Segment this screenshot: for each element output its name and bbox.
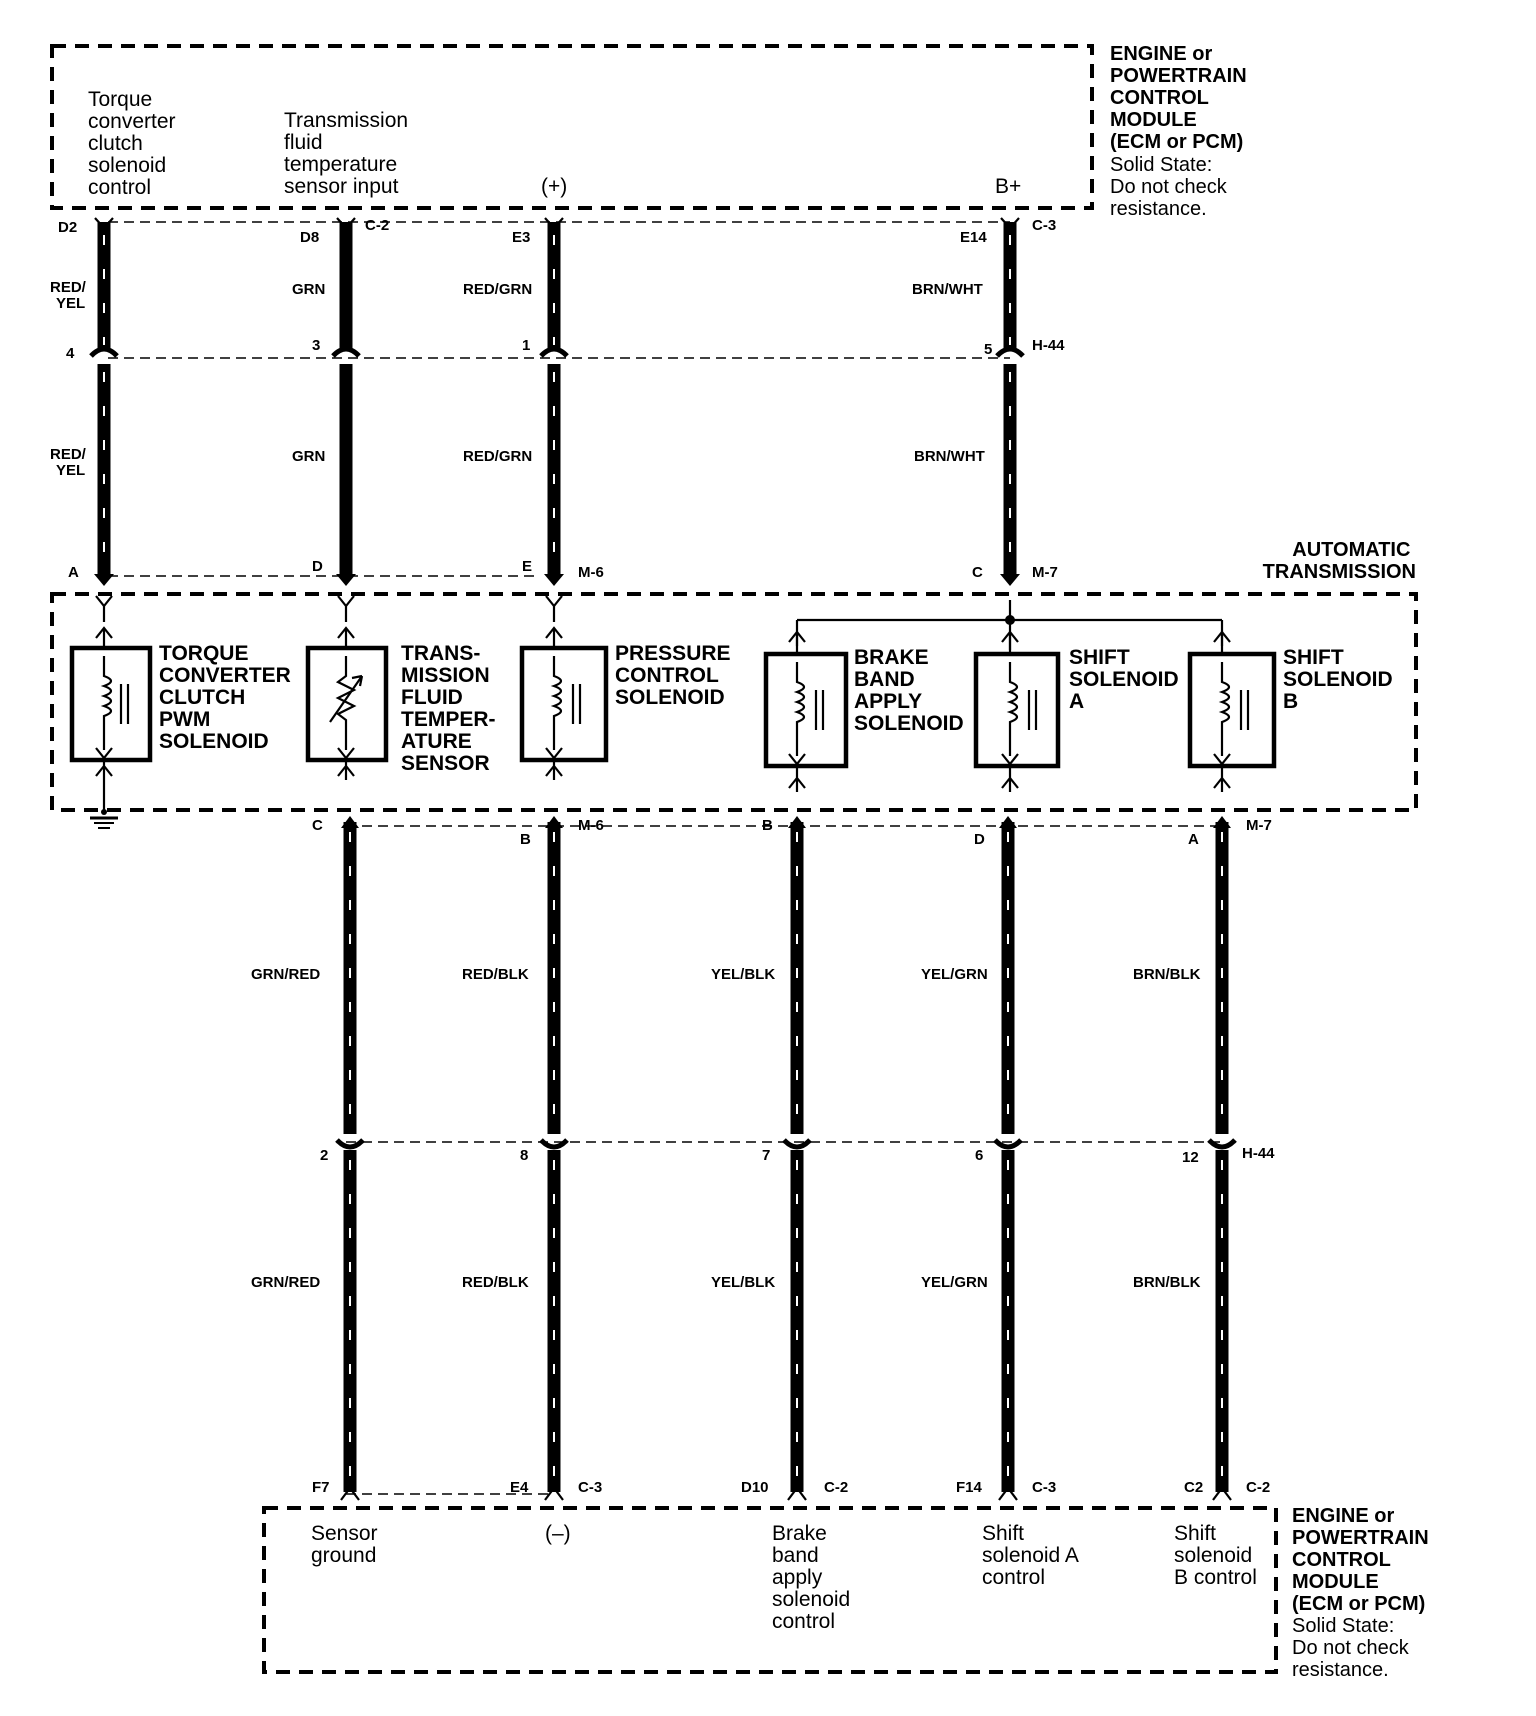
ecm-connector-c2-label: C-2 — [365, 217, 390, 234]
pc-positive-pin-label: (+) — [541, 175, 568, 198]
lower-connector-symbols — [337, 816, 1235, 1500]
trans-pin-e-label: E — [522, 558, 533, 575]
shift-b-wire-color-lower: BRN/BLK — [1133, 1274, 1201, 1291]
pc-wire-color-lower: RED/GRN — [463, 448, 533, 465]
bplus-wire-color-lower: BRN/WHT — [914, 448, 985, 465]
shift-a-control-pin-label: Shift solenoid A control — [982, 1522, 1078, 1589]
ecm-connector-c2-lower2-label: C-2 — [1246, 1479, 1271, 1496]
h44-pin-7-label: 7 — [762, 1147, 771, 1164]
ecm-pin-d10-label: D10 — [741, 1479, 769, 1496]
ecm-pin-c2-label: C2 — [1184, 1479, 1204, 1496]
h44-pin-1-label: 1 — [522, 337, 531, 354]
pc-wire-color-upper: RED/GRN — [463, 281, 533, 298]
trans-pin-a-m7-label: A — [1188, 831, 1199, 848]
h44-lower-connector-label: H-44 — [1242, 1145, 1275, 1162]
h44-pin-4-label: 4 — [66, 345, 75, 362]
brake-band-wire-color-upper: YEL/BLK — [711, 966, 776, 983]
minus-pin-label: (–) — [545, 1522, 571, 1545]
pc-solenoid-name: PRESSURE CONTROL SOLENOID — [615, 642, 731, 709]
h44-pin-8-label: 8 — [520, 1147, 529, 1164]
trans-connector-m6-lower-label: M-6 — [578, 817, 604, 834]
shift-b-control-pin-label: Shift solenoid B control — [1174, 1522, 1257, 1589]
ecm-pin-f7-label: F7 — [312, 1479, 330, 1496]
bottom-module-border — [264, 1508, 1276, 1672]
trans-pin-c-arrow — [1000, 574, 1020, 586]
h44-pin-12-symbol — [1209, 1140, 1235, 1147]
trans-pin-a-label: A — [68, 564, 79, 581]
sensor-ground-wire-color-upper: GRN/RED — [251, 966, 321, 983]
sensor-ground-wire-color-lower: GRN/RED — [251, 1274, 321, 1291]
h44-pin-1-symbol — [541, 349, 567, 356]
tcc-top-terminal — [96, 596, 112, 622]
bplus-wire-color-upper: BRN/WHT — [912, 281, 983, 298]
ecm-pin-f14-label: F14 — [956, 1479, 982, 1496]
trans-connector-m7-upper-label: M-7 — [1032, 564, 1058, 581]
h44-pin-6-label: 6 — [975, 1147, 984, 1164]
h44-upper-connector-label: H-44 — [1032, 337, 1065, 354]
shift-b-solenoid-name: SHIFT SOLENOID B — [1283, 646, 1393, 713]
ecm-connector-c3-lower2-label: C-3 — [1032, 1479, 1057, 1496]
ecm-connector-c3-lower-label: C-3 — [578, 1479, 603, 1496]
h44-pin-4-symbol — [91, 349, 117, 356]
ecm-pin-d8-label: D8 — [300, 229, 320, 246]
transmission-title: AUTOMATIC TRANSMISSION — [1262, 539, 1416, 583]
h44-pin-7-symbol — [784, 1140, 810, 1147]
automatic-transmission — [52, 539, 1416, 828]
pc-return-wire-color-upper: RED/BLK — [462, 966, 529, 983]
pc-top-terminal — [546, 596, 562, 622]
pc-solenoid-body — [522, 648, 606, 760]
trans-pin-b-brake-label: B — [762, 817, 773, 834]
tcc-pwm-solenoid — [72, 596, 297, 828]
tcc-solenoid-body — [72, 648, 150, 760]
h44-pin-2-label: 2 — [320, 1147, 329, 1164]
ecm-pin-e4-label: E4 — [510, 1479, 529, 1496]
brake-band-control-pin-label: Brake band apply solenoid control — [772, 1522, 851, 1633]
top-module-note: Solid State: Do not check resistance. — [1110, 154, 1227, 220]
ecm-connector-c2-lower-label: C-2 — [824, 1479, 849, 1496]
trans-connector-m6-upper-label: M-6 — [578, 564, 604, 581]
bottom-control-module — [264, 1505, 1434, 1681]
upper-wires — [104, 222, 1010, 578]
tcc-wire-color-upper: RED/ YEL — [50, 279, 86, 312]
tcc-solenoid-name: TORQUE CONVERTER CLUTCH PWM SOLENOID — [159, 642, 291, 753]
trans-pin-c-lower-label: C — [312, 817, 323, 834]
brake-band-apply-solenoid — [766, 632, 964, 792]
brake-band-solenoid-name: BRAKE BAND APPLY SOLENOID — [854, 646, 964, 735]
brake-band-wire-color-lower: YEL/BLK — [711, 1274, 776, 1291]
brake-band-solenoid-body — [766, 654, 846, 766]
shift-b-wire-color-upper: BRN/BLK — [1133, 966, 1201, 983]
h44-pin-8-symbol — [541, 1140, 567, 1147]
pc-return-wire-color-lower: RED/BLK — [462, 1274, 529, 1291]
shift-b-solenoid-body — [1190, 654, 1274, 766]
tft-wire-color-lower: GRN — [292, 448, 326, 465]
top-module-title: ENGINE or POWERTRAIN CONTROL MODULE (ECM or PCM) — [1110, 43, 1247, 153]
h44-pin-3-label: 3 — [312, 337, 321, 354]
shift-solenoid-a — [976, 632, 1185, 792]
splice-dot — [1005, 615, 1015, 625]
h44-pin-5-symbol — [997, 349, 1023, 356]
h44-pin-12-label: 12 — [1182, 1149, 1199, 1166]
bottom-module-note: Solid State: Do not check resistance. — [1292, 1615, 1409, 1681]
tft-sensor — [308, 596, 501, 780]
tft-top-terminal — [338, 596, 354, 622]
pressure-control-solenoid — [522, 596, 736, 780]
tft-bottom-terminal — [338, 760, 354, 780]
trans-pin-d-label: D — [312, 558, 323, 575]
trans-pin-b-m6-label: B — [520, 831, 531, 848]
top-control-module — [52, 43, 1252, 220]
tcc-control-pin-label: Torque converter clutch solenoid control — [88, 88, 176, 199]
tcc-wire-color-lower: RED/ YEL — [50, 446, 86, 479]
trans-connector-m7-lower-label: M-7 — [1246, 817, 1272, 834]
lower-labels — [251, 817, 1275, 1496]
bottom-module-title: ENGINE or POWERTRAIN CONTROL MODULE (ECM or PCM) — [1292, 1505, 1429, 1615]
shift-a-wire-color-lower: YEL/GRN — [921, 1274, 988, 1291]
shift-a-solenoid-body — [976, 654, 1058, 766]
ecm-pin-e3-label: E3 — [512, 229, 531, 246]
h44-pin-6-symbol — [995, 1140, 1021, 1147]
shift-a-bottom-terminal — [1002, 766, 1018, 792]
ecm-pin-d2-label: D2 — [58, 219, 78, 236]
shift-a-solenoid-name: SHIFT SOLENOID A — [1069, 646, 1179, 713]
trans-pin-d-arrow — [336, 574, 356, 586]
ecm-pin-e14-label: E14 — [960, 229, 987, 246]
bplus-pin-label: B+ — [995, 175, 1022, 198]
pc-bottom-terminal — [546, 760, 562, 780]
h44-pin-2-symbol — [337, 1140, 363, 1147]
lower-wires — [350, 822, 1222, 1492]
shift-b-bottom-terminal — [1214, 766, 1230, 792]
tcc-bottom-terminal — [96, 760, 112, 780]
shift-solenoid-b — [1190, 632, 1399, 792]
trans-pin-c-label: C — [972, 564, 983, 581]
tft-sensor-name: TRANS- MISSION FLUID TEMPER- ATURE SENSOR — [401, 642, 496, 775]
h44-pin-3-symbol — [333, 349, 359, 356]
brake-band-bottom-terminal — [789, 766, 805, 792]
tft-input-pin-label: Transmission fluid temperature sensor input — [284, 109, 409, 198]
shift-a-wire-color-upper: YEL/GRN — [921, 966, 988, 983]
trans-pin-e-arrow — [544, 574, 564, 586]
trans-pin-d-lower-label: D — [974, 831, 985, 848]
trans-pin-a-arrow — [94, 574, 114, 586]
ecm-connector-c3-label: C-3 — [1032, 217, 1057, 234]
h44-pin-5-label: 5 — [984, 341, 993, 358]
top-module-border — [52, 46, 1092, 208]
sensor-ground-pin-label: Sensor ground — [311, 1522, 378, 1567]
tft-wire-color-upper: GRN — [292, 281, 326, 298]
